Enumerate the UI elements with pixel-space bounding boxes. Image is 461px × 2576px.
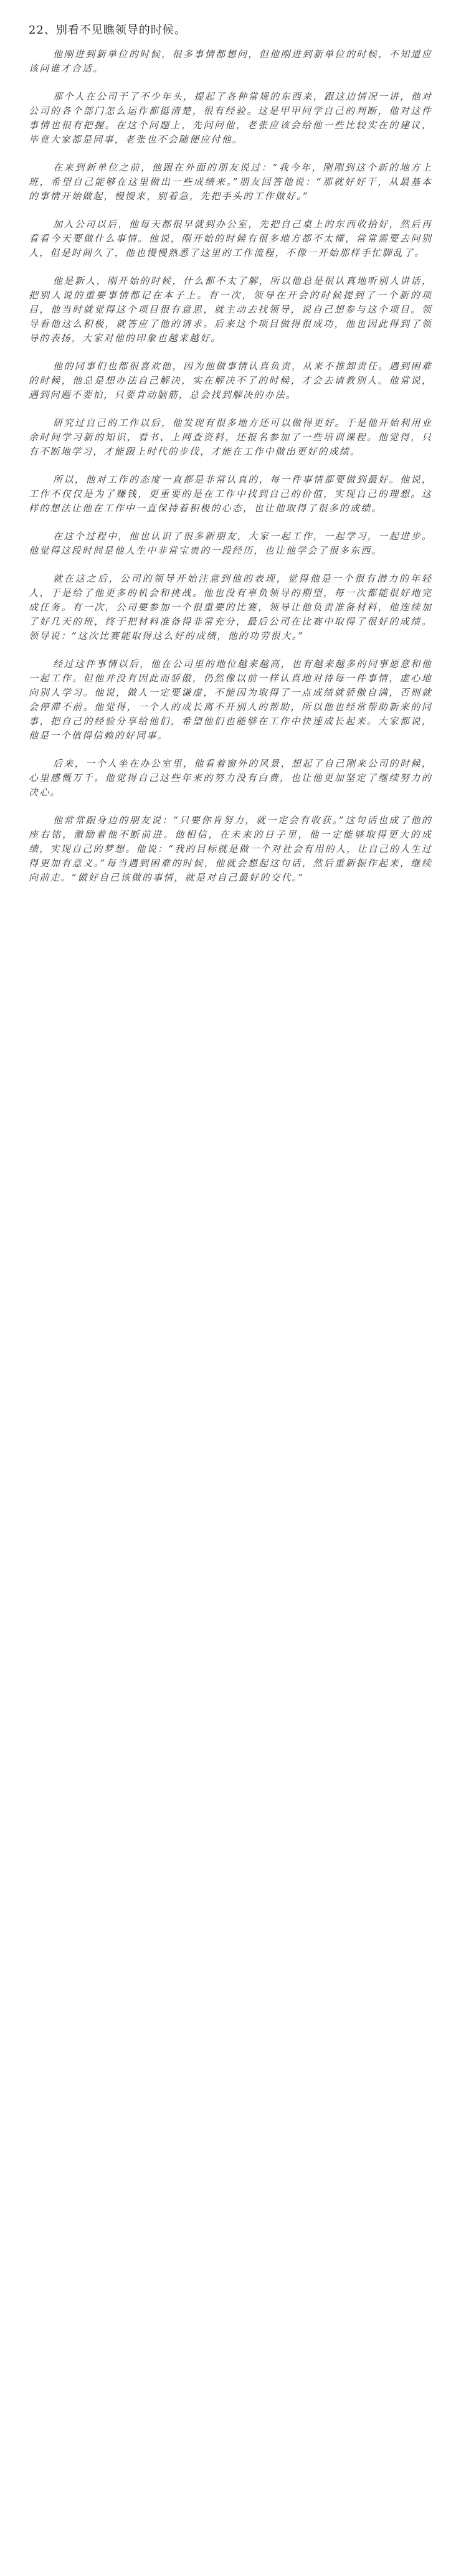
paragraph: 加入公司以后，他每天都很早就到办公室，先把自己桌上的东西收拾好，然后再看看今天要做什么事情。他说，刚开始的时候有很多地方都不太懂，常常需要去问别人，但是时间久了，他也慢慢熟悉了这里的工作流程，不像一开始那样手忙脚乱了。 — [29, 219, 432, 258]
paragraph: 在来到新单位之前，他跟在外面的朋友说过：“我今年，刚刚到这个新的地方上班，希望自己能够在这里做出一些成绩来。”朋友回答他说：“那就好好干，从最基本的事情开始做起，慢慢来，别着急，先把手头的工作做好。” — [29, 162, 432, 202]
paragraph: 他的同事们也都很喜欢他，因为他做事情认真负责，从来不推卸责任。遇到困难的时候，他总是想办法自己解决，实在解决不了的时候，才会去请教别人。他常说，遇到问题不要怕，只要肯动脑筋，总会找到解决的办法。 — [29, 361, 432, 400]
paragraph: 在这个过程中，他也认识了很多新朋友，大家一起工作，一起学习，一起进步。他觉得这段时间是他人生中非常宝贵的一段经历，也让他学会了很多东西。 — [29, 531, 432, 556]
paragraph: 后来，一个人坐在办公室里，他看着窗外的风景，想起了自己刚来公司的时候，心里感慨万千。他觉得自己这些年来的努力没有白费，也让他更加坚定了继续努力的决心。 — [29, 758, 432, 798]
paragraph: 所以，他对工作的态度一直都是非常认真的，每一件事情都要做到最好。他说，工作不仅仅是为了赚钱，更重要的是在工作中找到自己的价值，实现自己的理想。这样的想法让他在工作中一直保持着积极的心态，也让他取得了很多的成绩。 — [29, 474, 432, 514]
paragraph: 那个人在公司干了不少年头，提起了各种常规的东西来，跟这边情况一讲，他对公司的各个部门怎么运作都挺清楚，很有经验。这是甲甲同学自己的判断，他对这件事情也很有把握。在这个问题上，先问问他，老张应该会给他一些比较实在的建议，毕竟大家都是同事，老张也不会随便应付他。 — [29, 91, 432, 145]
paragraph: 经过这件事情以后，他在公司里的地位越来越高，也有越来越多的同事愿意和他一起工作。但他并没有因此而骄傲，仍然像以前一样认真地对待每一件事情，虚心地向别人学习。他说，做人一定要谦虚，不能因为取得了一点成绩就骄傲自满，否则就会停滞不前。他觉得，一个人的成长离不开别人的帮助，所以他也经常帮助新来的同事，把自己的经验分享给他们，希望他们也能够在工作中快速成长起来。大家都说，他是一个值得信赖的好同事。 — [29, 658, 432, 741]
paragraph: 他常常跟身边的朋友说：“只要你肯努力，就一定会有收获。”这句话也成了他的座右铭，激励着他不断前进。他相信，在未来的日子里，他一定能够取得更大的成绩，实现自己的梦想。他说：“我的目标就是做一个对社会有用的人，让自己的人生过得更加有意义。”每当遇到困难的时候，他就会想起这句话，然后重新振作起来，继续向前走。“做好自己该做的事情，就是对自己最好的交代。” — [29, 815, 432, 883]
paragraph: 研究过自己的工作以后，他发现有很多地方还可以做得更好。于是他开始利用业余时间学习新的知识，看书、上网查资料，还报名参加了一些培训课程。他觉得，只有不断地学习，才能跟上时代的步伐，才能在工作中做出更好的成绩。 — [29, 417, 432, 457]
paragraph: 他刚进到新单位的时候，很多事情都想问，但他刚进到新单位的时候，不知道应该问谁才合适。 — [29, 49, 432, 74]
paragraph: 就在这之后，公司的领导开始注意到他的表现，觉得他是一个很有潜力的年轻人，于是给了他更多的机会和挑战。他也没有辜负领导的期望，每一次都能很好地完成任务。有一次，公司要参加一个很重要的比赛，领导让他负责准备材料，他连续加了好几天的班，终于把材料准备得非常充分，最后公司在比赛中取得了很好的成绩。领导说：“这次比赛能取得这么好的成绩，他的功劳很大。” — [29, 573, 432, 642]
paragraph: 他是新人，刚开始的时候，什么都不太了解，所以他总是很认真地听别人讲话，把别人说的重要事情都记在本子上。有一次，领导在开会的时候提到了一个新的项目，他当时就觉得这个项目很有意思，就主动去找领导，说自己想参与这个项目。领导看他这么积极，就答应了他的请求。后来这个项目做得很成功，他也因此得到了领导的表扬，大家对他的印象也越来越好。 — [29, 275, 432, 344]
chapter-title: 22、别看不见瞧领导的时候。 — [29, 24, 186, 37]
